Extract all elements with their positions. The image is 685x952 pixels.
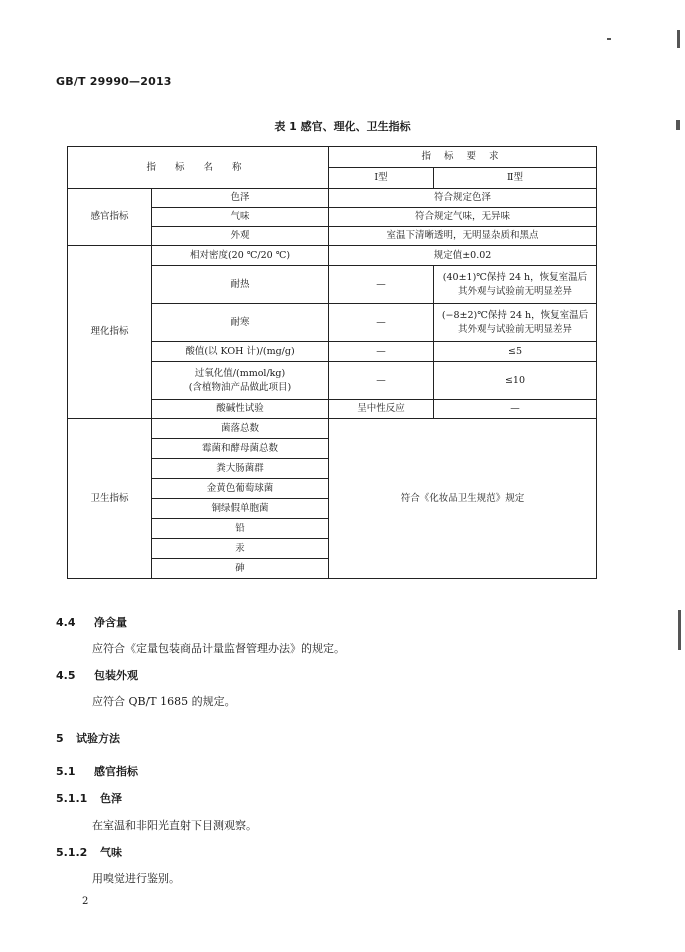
indicator-name: 外观 [152,227,329,246]
section-number: 4.4 [56,616,76,629]
section-heading [56,667,138,683]
indicator-name: 砷 [152,559,329,579]
section-number: 5.1.1 [56,792,88,805]
section-heading [56,844,122,860]
table-row [68,246,597,266]
indicator-name: 酸值(以 KOH 计)/(mg/g) [152,342,329,362]
table-row [68,189,597,208]
requirement-type2: ≤10 [434,362,597,400]
section-title: 试验方法 [76,732,120,745]
requirement-type2-line1: (−8±2)℃保持 24 h，恢复室温后 [441,309,589,321]
indicator-name: 铅 [152,519,329,539]
requirement-type2 [434,266,597,304]
requirement-type1: — [329,266,434,304]
scan-edge-mark [676,120,680,130]
indicator-name: 色泽 [152,189,329,208]
header-type2: Ⅱ型 [434,168,597,189]
requirement-type1: — [329,342,434,362]
indicator-name-line2: (含植物油产品做此项目) [188,381,292,393]
requirement-type2: — [434,400,597,419]
section-number: 5.1.2 [56,846,88,859]
table-caption: 表 1 感官、理化、卫生指标 [274,120,411,133]
section-heading [56,614,127,630]
section-number: 4.5 [56,669,76,682]
indicator-name: 汞 [152,539,329,559]
requirement-type2-line2: 其外观与试验前无明显差异 [457,323,572,335]
requirement-type1: 呈中性反应 [329,400,434,419]
indicator-name: 耐寒 [152,304,329,342]
paragraph: 应符合《定量包装商品计量监督管理办法》的规定。 [92,642,345,655]
scan-edge-mark [677,30,680,48]
section-heading [56,763,138,779]
indicator-name [152,362,329,400]
indicator-name: 铜绿假单胞菌 [152,499,329,519]
indicator-name: 金黄色葡萄球菌 [152,479,329,499]
category-hygiene: 卫生指标 [68,419,152,579]
section-title: 包装外观 [94,669,138,682]
indicator-name: 粪大肠菌群 [152,459,329,479]
indicator-name-line1: 过氧化值/(mmol/kg) [194,367,286,379]
indicator-name: 耐热 [152,266,329,304]
indicator-name: 菌落总数 [152,419,329,439]
indicator-name: 气味 [152,208,329,227]
requirement-merged: 规定值±0.02 [329,246,597,266]
indicator-name: 相对密度(20 ℃/20 ℃) [152,246,329,266]
section-title: 净含量 [94,616,127,629]
header-requirement: 指 标 要 求 [329,147,597,168]
header-type1: Ⅰ型 [329,168,434,189]
section-title: 气味 [100,846,122,859]
requirement-type1: — [329,362,434,400]
requirement-type2-line1: (40±1)℃保持 24 h，恢复室温后 [442,271,588,283]
paragraph: 应符合 QB/T 1685 的规定。 [92,695,236,708]
table-header-row [68,147,597,168]
requirement-merged: 符合规定色泽 [329,189,597,208]
category-sensory: 感官指标 [68,189,152,246]
header-indicator-name: 指 标 名 称 [68,147,329,189]
paragraph: 用嗅觉进行鉴别。 [92,872,180,885]
section-title: 色泽 [100,792,122,805]
category-physicochemical: 理化指标 [68,246,152,419]
scan-dot [607,38,611,40]
section-heading [56,730,120,746]
requirement-type2: ≤5 [434,342,597,362]
requirement-merged: 符合《化妆品卫生规范》规定 [329,419,597,579]
section-number: 5 [56,732,64,745]
paragraph: 在室温和非阳光直射下目测观察。 [92,819,257,832]
indicator-name: 酸碱性试验 [152,400,329,419]
section-title: 感官指标 [94,765,138,778]
indicator-name: 霉菌和酵母菌总数 [152,439,329,459]
requirement-merged: 符合规定气味，无异味 [329,208,597,227]
requirement-merged: 室温下清晰透明，无明显杂质和黑点 [329,227,597,246]
scan-edge-mark [678,610,681,650]
table-row [68,419,597,439]
spec-table [67,146,597,579]
page-number: 2 [82,896,89,907]
requirement-type1: — [329,304,434,342]
section-heading [56,790,122,806]
section-number: 5.1 [56,765,76,778]
requirement-type2 [434,304,597,342]
requirement-type2-line2: 其外观与试验前无明显差异 [457,285,572,297]
standard-code: GB/T 29990—2013 [56,75,172,88]
